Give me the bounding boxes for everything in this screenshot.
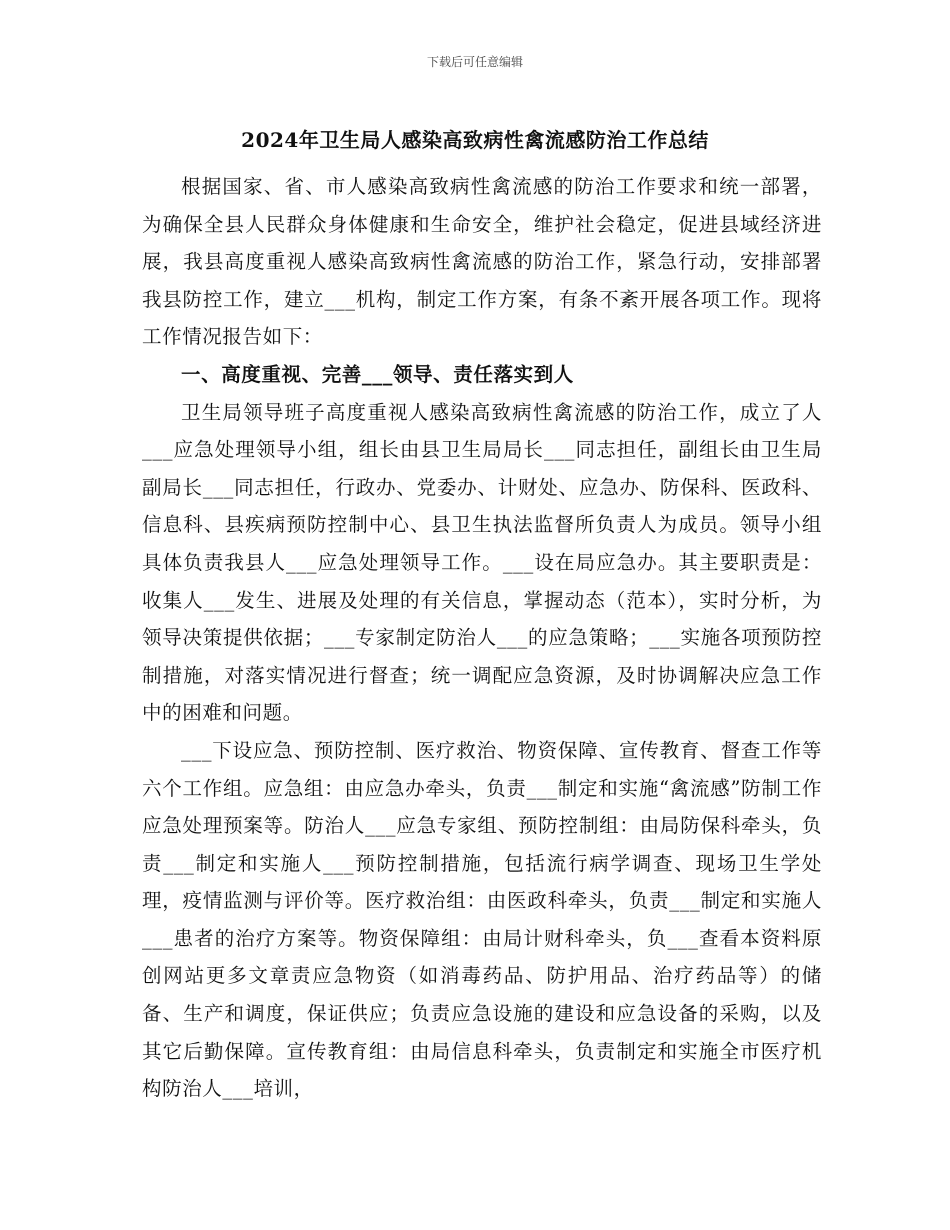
document-title: 2024年卫生局人感染高致病性禽流感防治工作总结 xyxy=(241,128,709,152)
document-body xyxy=(142,168,822,1108)
header-note: 下载后可任意编辑 xyxy=(426,55,523,69)
section-heading: 一、高度重视、完善___领导、责任落实到人 xyxy=(181,362,574,386)
body-paragraph: 卫生局领导班子高度重视人感染高致病性禽流感的防治工作，成立了人___应急处理领导小组，组长由县卫生局局长___同志担任，副组长由卫生局副局长___同志担任，行政办、党委办、计财处、应急办、防保科、医政科、信息科、县疾病预防控制中心、县卫生执法监督所负责人为成员。领导小组具体负责我县人___应急处理领导工作。___设在局应急办。其主要职责是：收集人___发生、进展及处理的有关信息，掌握动态（范本），实时分析，为领导决策提供依据；___专家制定防治人___的应急策略；___实施各项预防控制措施，对落实情况进行督查；统一调配应急资源，及时协调解决应急工作中的困难和问题。 xyxy=(142,400,822,725)
intro-paragraph: 根据国家、省、市人感染高致病性禽流感的防治工作要求和统一部署，为确保全县人民群众身体健康和生命安全，维护社会稳定，促进县域经济进展，我县高度重视人感染高致病性禽流感的防治工作，紧急行动，安排部署我县防控工作，建立___机构，制定工作方案，有条不紊开展各项工作。现将工作情况报告如下： xyxy=(142,175,822,349)
body-paragraph: ___下设应急、预防控制、医疗救治、物资保障、宣传教育、督查工作等六个工作组。应急组：由应急办牵头，负责___制定和实施“禽流感”防制工作应急处理预案等。防治人___应急专家组、预防控制组：由局防保科牵头，负责___制定和实施人___预防控制措施，包括流行病学调查、现场卫生学处理，疫情监测与评价等。医疗救治组：由医政科牵头，负责___制定和实施人___患者的治疗方案等。物资保障组：由局计财科牵头，负___查看本资料原创网站更多文章责应急物资（如消毒药品、防护用品、治疗药品等）的储备、生产和调度，保证供应；负责应急设施的建设和应急设备的采购，以及其它后勤保障。宣传教育组：由局信息科牵头，负责制定和实施全市医疗机构防治人___培训， xyxy=(142,738,822,1101)
